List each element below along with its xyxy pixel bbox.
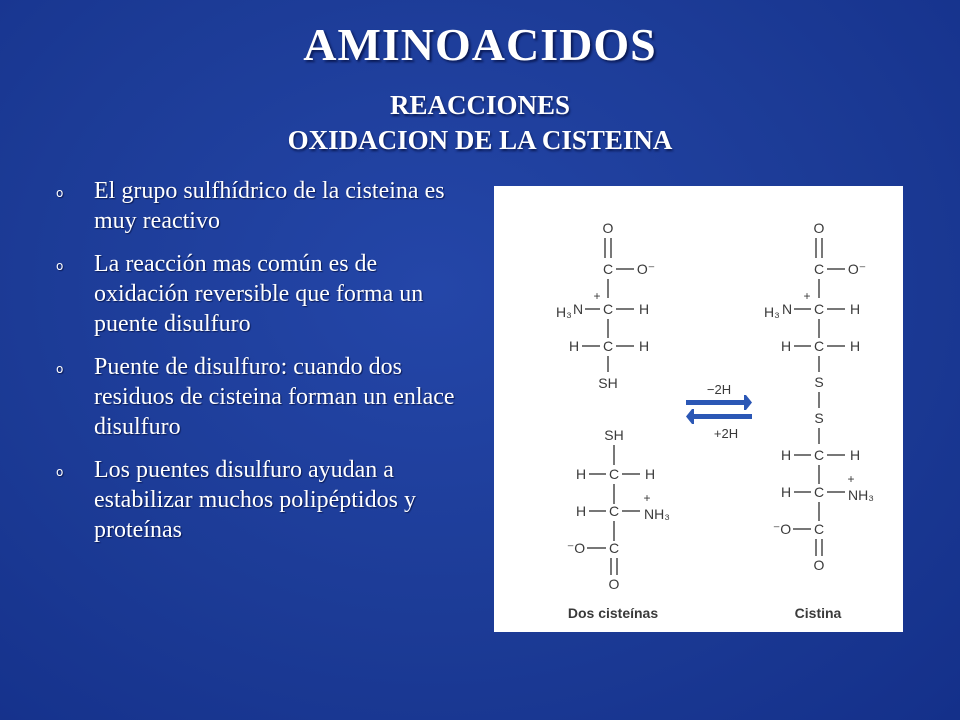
cystine bbox=[764, 220, 874, 573]
charge-plus: + bbox=[643, 491, 651, 505]
bullet-marker-icon: o bbox=[56, 186, 64, 200]
atom-o: O bbox=[813, 557, 825, 573]
atom-minus-o: ⁻O bbox=[772, 521, 792, 537]
atom-n: N bbox=[572, 301, 584, 317]
bullet-marker-icon: o bbox=[56, 465, 64, 479]
charge-plus: + bbox=[593, 289, 601, 303]
atom-h3: H₃ bbox=[556, 304, 572, 320]
atom-o-minus: O⁻ bbox=[847, 261, 867, 277]
atom-c: C bbox=[813, 484, 825, 500]
atom-c: C bbox=[602, 261, 614, 277]
bullet-item bbox=[52, 352, 472, 442]
atom-h: H bbox=[849, 301, 861, 317]
atom-c: C bbox=[608, 503, 620, 519]
atom-nh3: NH₃ bbox=[644, 506, 670, 522]
atom-s: S bbox=[814, 374, 824, 390]
charge-plus: + bbox=[803, 289, 811, 303]
bullet-marker-icon: o bbox=[56, 259, 64, 273]
atom-h: H bbox=[780, 484, 792, 500]
atom-h: H bbox=[849, 338, 861, 354]
caption-cistina: Cistina bbox=[794, 605, 842, 621]
atom-n: N bbox=[781, 301, 793, 317]
bullet-item bbox=[52, 249, 472, 339]
bullet-item bbox=[52, 455, 472, 545]
atom-sh: SH bbox=[598, 375, 618, 391]
atom-c: C bbox=[813, 301, 825, 317]
atom-h: H bbox=[575, 466, 587, 482]
bullet-list bbox=[52, 176, 472, 558]
bullet-text: La reacción mas común es de oxidación reversible que forma un puente disulfuro bbox=[94, 251, 424, 337]
bullet-text: Puente de disulfuro: cuando dos residuos de cisteina forman un enlace disulfuro bbox=[94, 354, 455, 440]
atom-c: C bbox=[813, 447, 825, 463]
bullet-item bbox=[52, 176, 472, 236]
cysteine-bottom bbox=[567, 427, 670, 592]
atom-c: C bbox=[608, 466, 620, 482]
atom-c: C bbox=[602, 301, 614, 317]
subtitle-reacciones: REACCIONES bbox=[389, 90, 571, 120]
atom-h: H bbox=[638, 301, 650, 317]
cysteine-top bbox=[556, 220, 655, 391]
bullet-text: Los puentes disulfuro ayudan a estabilizar muchos polipéptidos y proteínas bbox=[94, 457, 416, 543]
atom-h: H bbox=[638, 338, 650, 354]
charge-plus: + bbox=[847, 472, 855, 486]
cysteine-oxidation-figure bbox=[494, 186, 903, 632]
atom-s: S bbox=[814, 410, 824, 426]
atom-h: H bbox=[849, 447, 861, 463]
atom-h: H bbox=[780, 447, 792, 463]
caption-dos-cisteinas: Dos cisteínas bbox=[567, 605, 659, 621]
subtitle-oxidacion: OXIDACION DE LA CISTEINA bbox=[287, 125, 673, 155]
reaction-arrows bbox=[686, 382, 752, 441]
atom-o: O bbox=[608, 576, 620, 592]
atom-o-minus: O⁻ bbox=[636, 261, 656, 277]
atom-o: O bbox=[602, 220, 614, 236]
atom-h: H bbox=[780, 338, 792, 354]
atom-c: C bbox=[608, 540, 620, 556]
atom-c: C bbox=[813, 338, 825, 354]
atom-h: H bbox=[575, 503, 587, 519]
arrow-right-icon bbox=[744, 395, 752, 410]
arrow-label-minus-2h: −2H bbox=[706, 382, 732, 397]
atom-h3: H₃ bbox=[764, 304, 780, 320]
atom-o: O bbox=[813, 220, 825, 236]
atom-nh3: NH₃ bbox=[848, 487, 874, 503]
bullet-text: El grupo sulfhídrico de la cisteina es muy reactivo bbox=[94, 178, 445, 234]
page-title: AMINOACIDOS bbox=[303, 19, 657, 70]
bullet-marker-icon: o bbox=[56, 362, 64, 376]
reaction-diagram bbox=[494, 186, 903, 632]
arrow-label-plus-2h: +2H bbox=[713, 426, 739, 441]
atom-h: H bbox=[568, 338, 580, 354]
atom-c: C bbox=[813, 521, 825, 537]
atom-minus-o: ⁻O bbox=[566, 540, 586, 556]
atom-c: C bbox=[602, 338, 614, 354]
atom-h: H bbox=[644, 466, 656, 482]
atom-c: C bbox=[813, 261, 825, 277]
arrow-left-icon bbox=[686, 409, 694, 424]
atom-sh: SH bbox=[604, 427, 624, 443]
